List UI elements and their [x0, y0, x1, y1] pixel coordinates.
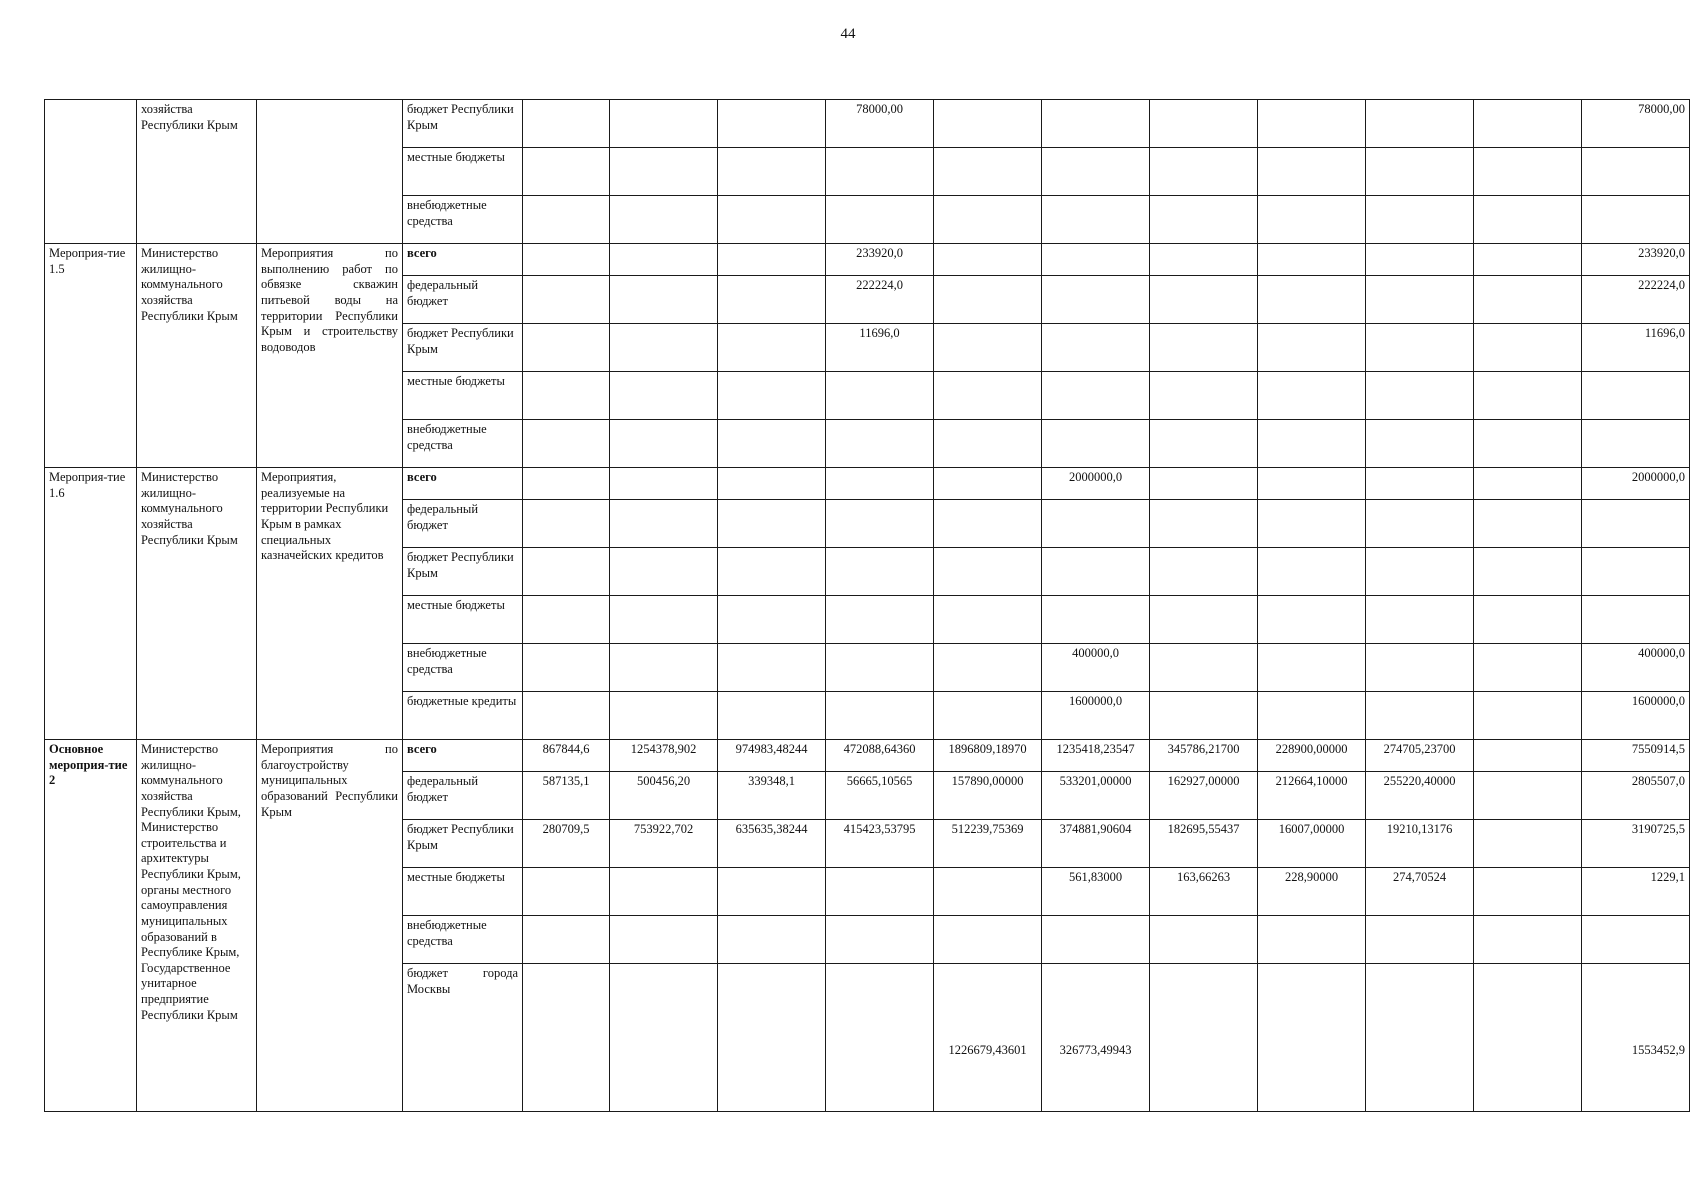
- value-cell: 2000000,0: [1042, 468, 1150, 500]
- value-cell: 533201,00000: [1042, 772, 1150, 820]
- value-cell: [1474, 964, 1582, 1112]
- description-cell: Мероприятия по благоустройству муниципальных образований Республики Крым: [257, 740, 403, 1112]
- value-cell: 16007,00000: [1258, 820, 1366, 868]
- value-cell: 1235418,23547: [1042, 740, 1150, 772]
- source-label: федеральный бюджет: [403, 772, 523, 820]
- total-cell: 3190725,5: [1582, 820, 1690, 868]
- value-cell: 1600000,0: [1042, 692, 1150, 740]
- value-cell: 500456,20: [610, 772, 718, 820]
- value-cell: 1254378,902: [610, 740, 718, 772]
- value-cell: 326773,49943: [1042, 964, 1150, 1112]
- value-cell: 635635,38244: [718, 820, 826, 868]
- table-row: [45, 468, 1690, 500]
- source-label: всего: [403, 244, 523, 276]
- value-cell: 78000,00: [826, 100, 934, 148]
- source-label: местные бюджеты: [403, 596, 523, 644]
- value-cell: 255220,40000: [1366, 772, 1474, 820]
- value-cell: 56665,10565: [826, 772, 934, 820]
- source-label: всего: [403, 468, 523, 500]
- value-cell: 182695,55437: [1150, 820, 1258, 868]
- value-cell: 472088,64360: [826, 740, 934, 772]
- value-cell: [523, 868, 610, 916]
- source-label: внебюджетные средства: [403, 420, 523, 468]
- source-label: внебюджетные средства: [403, 644, 523, 692]
- value-cell: 157890,00000: [934, 772, 1042, 820]
- value-cell: [1474, 772, 1582, 820]
- value-cell: [1366, 964, 1474, 1112]
- description-cell: Мероприятия, реализуемые на территории Республики Крым в рамках специальных казначейских кредитов: [257, 468, 403, 740]
- value-cell: 228900,00000: [1258, 740, 1366, 772]
- source-label: местные бюджеты: [403, 148, 523, 196]
- source-label: местные бюджеты: [403, 868, 523, 916]
- value-cell: 274705,23700: [1366, 740, 1474, 772]
- value-cell: [1150, 964, 1258, 1112]
- value-cell: 163,66263: [1150, 868, 1258, 916]
- value-cell: [826, 964, 934, 1112]
- source-label: бюджетные кредиты: [403, 692, 523, 740]
- value-cell: 587135,1: [523, 772, 610, 820]
- executor-cell: Министерство жилищно-коммунального хозяйства Республики Крым: [137, 468, 257, 740]
- value-cell: 561,83000: [1042, 868, 1150, 916]
- source-label: бюджет города Москвы: [403, 964, 523, 1112]
- value-cell: 162927,00000: [1150, 772, 1258, 820]
- source-label: федеральный бюджет: [403, 500, 523, 548]
- total-cell: 78000,00: [1582, 100, 1690, 148]
- table-row: [45, 100, 1690, 148]
- value-cell: 415423,53795: [826, 820, 934, 868]
- total-cell: 233920,0: [1582, 244, 1690, 276]
- executor-cell: Министерство жилищно-коммунального хозяйства Республики Крым: [137, 244, 257, 468]
- value-cell: 753922,702: [610, 820, 718, 868]
- value-cell: [1474, 820, 1582, 868]
- code-cell: Мероприя-тие 1.6: [45, 468, 137, 740]
- total-cell: 7550914,5: [1582, 740, 1690, 772]
- value-cell: 400000,0: [1042, 644, 1150, 692]
- value-cell: 974983,48244: [718, 740, 826, 772]
- value-cell: 1226679,43601: [934, 964, 1042, 1112]
- total-cell: 2805507,0: [1582, 772, 1690, 820]
- total-cell: 1553452,9: [1582, 964, 1690, 1112]
- budget-table: [44, 99, 1690, 1112]
- page-number: 44: [840, 26, 856, 42]
- executor-cell: хозяйства Республики Крым: [137, 100, 257, 244]
- value-cell: [1474, 868, 1582, 916]
- value-cell: 19210,13176: [1366, 820, 1474, 868]
- source-label: бюджет Республики Крым: [403, 548, 523, 596]
- value-cell: 11696,0: [826, 324, 934, 372]
- table-row: [45, 740, 1690, 772]
- description-cell: [257, 100, 403, 244]
- value-cell: 274,70524: [1366, 868, 1474, 916]
- source-label: всего: [403, 740, 523, 772]
- value-cell: 345786,21700: [1150, 740, 1258, 772]
- source-label: бюджет Республики Крым: [403, 100, 523, 148]
- value-cell: [718, 868, 826, 916]
- source-label: федеральный бюджет: [403, 276, 523, 324]
- table-body: [45, 100, 1690, 1112]
- description-cell: Мероприятия по выполнению работ по обвязке скважин питьевой воды на территории Республики Крым и строительству водоводов: [257, 244, 403, 468]
- total-cell: 1229,1: [1582, 868, 1690, 916]
- total-cell: 222224,0: [1582, 276, 1690, 324]
- value-cell: [718, 964, 826, 1112]
- code-cell: Основное мероприя-тие 2: [45, 740, 137, 1112]
- value-cell: 228,90000: [1258, 868, 1366, 916]
- value-cell: 867844,6: [523, 740, 610, 772]
- value-cell: [934, 868, 1042, 916]
- code-cell: Мероприя-тие 1.5: [45, 244, 137, 468]
- source-label: внебюджетные средства: [403, 196, 523, 244]
- value-cell: [1258, 964, 1366, 1112]
- table-row: [45, 244, 1690, 276]
- value-cell: 280709,5: [523, 820, 610, 868]
- executor-cell: Министерство жилищно-коммунального хозяйства Республики Крым, Министерство строительства и архитектуры Республики Крым, органы местного самоуправления муниципальных образований в Республике Крым, Государственное унитарное предприятие Республики Крым: [137, 740, 257, 1112]
- value-cell: [610, 964, 718, 1112]
- value-cell: 374881,90604: [1042, 820, 1150, 868]
- value-cell: [523, 964, 610, 1112]
- source-label: бюджет Республики Крым: [403, 324, 523, 372]
- value-cell: 339348,1: [718, 772, 826, 820]
- value-cell: 1896809,18970: [934, 740, 1042, 772]
- code-cell: [45, 100, 137, 244]
- value-cell: 222224,0: [826, 276, 934, 324]
- source-label: бюджет Республики Крым: [403, 820, 523, 868]
- total-cell: 11696,0: [1582, 324, 1690, 372]
- value-cell: [1474, 740, 1582, 772]
- total-cell: 1600000,0: [1582, 692, 1690, 740]
- value-cell: 233920,0: [826, 244, 934, 276]
- total-cell: 2000000,0: [1582, 468, 1690, 500]
- source-label: местные бюджеты: [403, 372, 523, 420]
- total-cell: 400000,0: [1582, 644, 1690, 692]
- value-cell: 212664,10000: [1258, 772, 1366, 820]
- source-label: внебюджетные средства: [403, 916, 523, 964]
- value-cell: [826, 868, 934, 916]
- value-cell: [610, 868, 718, 916]
- value-cell: 512239,75369: [934, 820, 1042, 868]
